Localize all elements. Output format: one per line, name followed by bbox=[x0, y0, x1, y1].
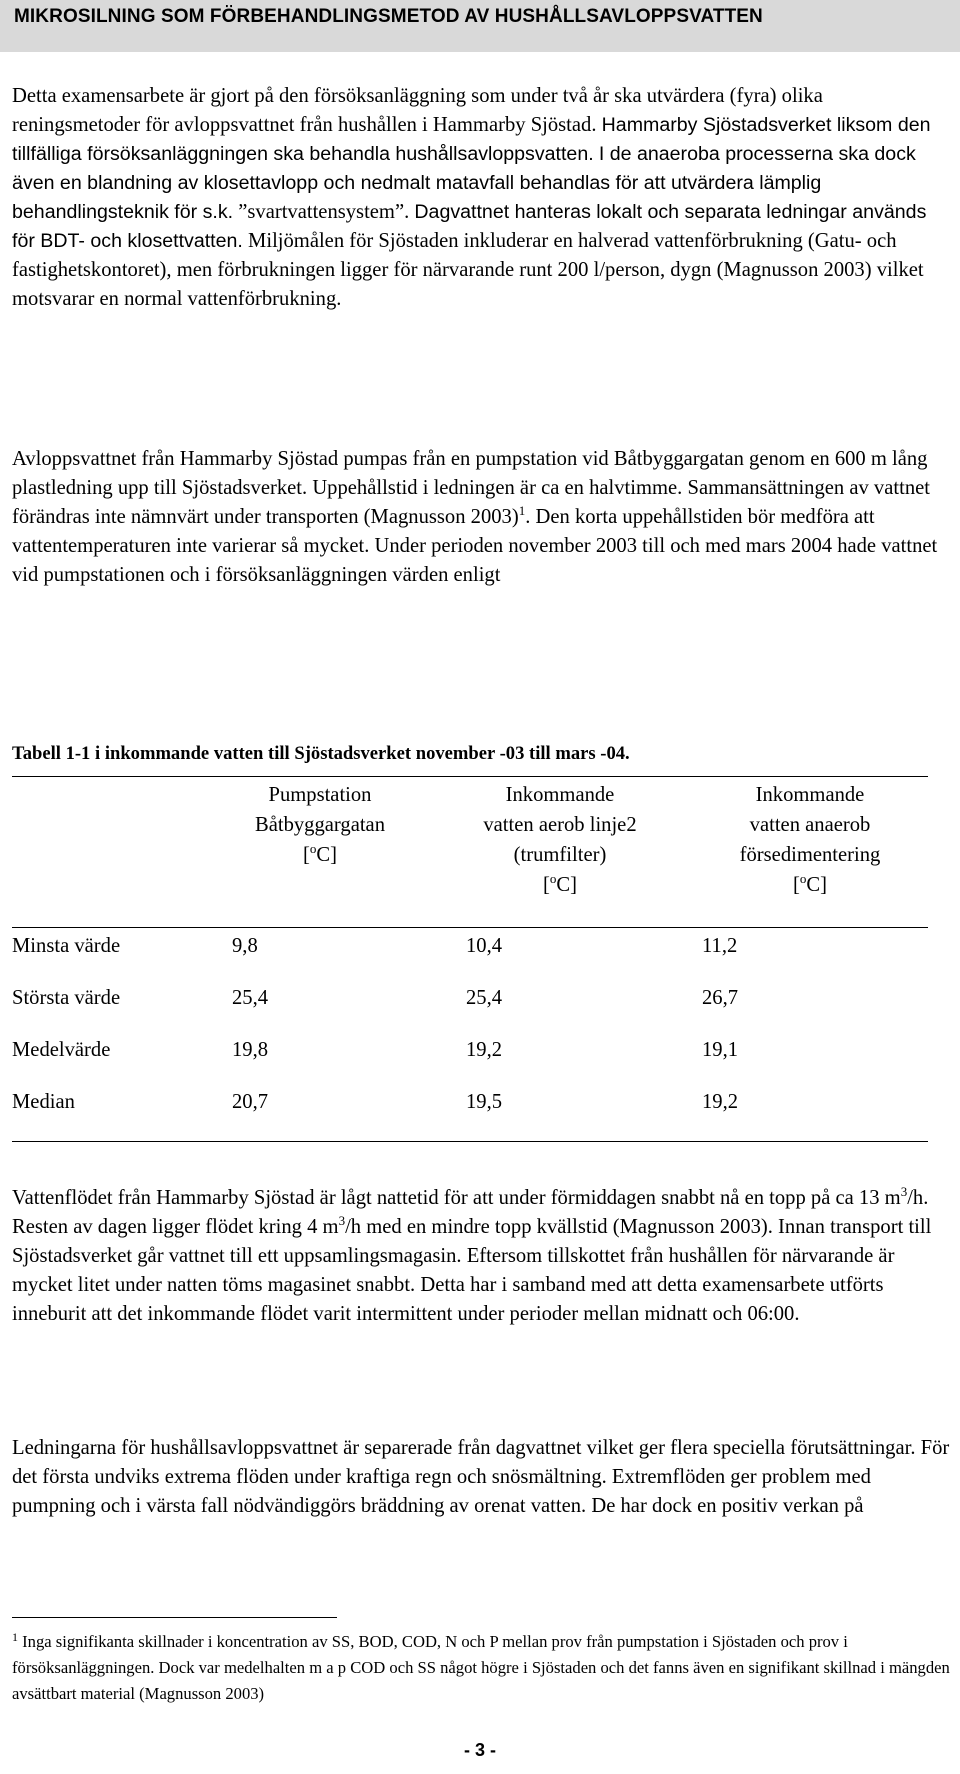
footnote-text: Inga signifikanta skillnader i koncentration av SS, BOD, COD, N och P mellan prov från pumpstation i Sjöstaden och prov i försöksanläggningen. Dock var medelhalten m a p COD och SS något högre i Sjöstaden och det fanns även en signifikant skillnad i mängden avsättbart material (Magnusson 2003) bbox=[12, 1632, 950, 1703]
table-top-rule bbox=[12, 776, 928, 777]
paragraph-flow bbox=[12, 1184, 952, 1329]
paragraph-pipes bbox=[12, 1434, 952, 1521]
header-line: Pumpstation bbox=[268, 784, 372, 806]
header-line: (trumfilter) bbox=[513, 844, 607, 866]
text-run: Uppehållstid i ledningen är ca en halvtimme. bbox=[312, 477, 683, 499]
table-cell: 25,4 bbox=[466, 987, 503, 1009]
table-cell: 19,8 bbox=[232, 1039, 269, 1061]
text-run: Miljömålen för Sjöstaden inkluderar en halverad vattenförbrukning (Gatu- och fastighetskontoret), men förbrukningen ligger för närvarande runt 200 l/person, dygn (Magnusson 2003) vilket motsvarar en normal vattenförbrukning. bbox=[12, 230, 924, 310]
text-run: Under perioden november 2003 till och med mars 2004 hade vattnet vid pumpstationen och i försöksanläggningen värden enligt bbox=[12, 535, 938, 586]
table-cell: 19,2 bbox=[702, 1091, 739, 1113]
row-label: Median bbox=[12, 1091, 75, 1113]
table-cell: 11,2 bbox=[702, 935, 738, 957]
paragraph-intro bbox=[12, 82, 952, 314]
table-cell: 20,7 bbox=[232, 1091, 269, 1113]
row-label: Största värde bbox=[12, 987, 121, 1009]
text-run: /h med en mindre topp kvällstid (Magnusson 2003). Innan transport till Sjöstadsverket går vattnet till ett uppsamlingsmagasin. Eftersom tillskottet från hushållen för närvarande är mycket litet under natten töms magasinet snabbt. Detta har i samband med att detta examensarbete utförts inneburit att det inkommande flödet varit intermittent under perioder mellan midnatt och 06:00. bbox=[12, 1216, 932, 1325]
header-unit: [$^o$C] bbox=[543, 871, 577, 896]
header-line: Inkommande bbox=[505, 784, 615, 806]
running-header: MIKROSILNING SOM FÖRBEHANDLINGSMETOD AV HUSHÅLLSAVLOPPSVATTEN bbox=[0, 0, 960, 52]
footnote bbox=[12, 1629, 952, 1707]
table-bottom-rule bbox=[12, 1141, 928, 1142]
table-cell: 19,2 bbox=[466, 1039, 503, 1061]
table-header-col-2 bbox=[440, 780, 680, 900]
table-cell: 25,4 bbox=[232, 987, 269, 1009]
table-cell: 19,5 bbox=[466, 1091, 503, 1113]
text-run: ”svartvattensystem”. bbox=[233, 201, 410, 223]
text-run: Ledningarna för hushållsavloppsvattnet är separerade från dagvattnet vilket ger flera speciella förutsättningar. För det första undviks extrema flöden under kraftiga regn och snösmältning. Extremflöden ger problem med pumpning och i värsta fall nödvändiggörs bräddning av orenat vatten. De har dock en positiv verkan på bbox=[12, 1437, 950, 1517]
text-run: . Den korta uppehållstiden bör medföra att vattentemperaturen inte varierar så mycket. bbox=[12, 506, 875, 557]
superscript: 3 bbox=[338, 1213, 346, 1228]
text-run: Vattenflödet från Hammarby Sjöstad är lågt nattetid för att under förmiddagen snabbt nå en topp på ca 13 m bbox=[12, 1187, 901, 1209]
text-run: Sammansättningen av vattnet förändras inte nämnvärt under transporten (Magnusson 2003) bbox=[12, 477, 930, 528]
header-unit: [$^o$C] bbox=[793, 871, 827, 896]
header-line: vatten aerob linje2 bbox=[483, 814, 637, 836]
page-number: - 3 - bbox=[463, 1740, 496, 1760]
table-header-rule bbox=[12, 927, 928, 928]
text-run: Detta examensarbete är gjort på den försöksanläggning som under två år ska utvärdera (fyra) olika reningsmetoder för avloppsvattnet från hushållen i Hammarby Sjöstad. bbox=[12, 85, 823, 136]
row-label: Minsta värde bbox=[12, 935, 121, 957]
row-label: Medelvärde bbox=[12, 1039, 111, 1061]
header-line: Båtbyggargatan bbox=[254, 814, 385, 836]
table-header-col-1 bbox=[210, 780, 430, 870]
text-run: /h. Resten av dagen ligger flödet kring 4 m bbox=[12, 1187, 929, 1238]
text-run: Dagvattnet hanteras lokalt och separata ledningar används för BDT- och klosettvatten. bbox=[12, 201, 927, 252]
header-unit: [$^o$C] bbox=[303, 841, 337, 866]
text-run: Hammarby Sjöstadsverket liksom den tillfälliga försöksanläggningen ska behandla hushållsavloppsvatten. bbox=[12, 114, 931, 165]
header-line: försedimentering bbox=[739, 844, 881, 866]
text-run: Avloppsvattnet från Hammarby Sjöstad pumpas från en pumpstation vid Båtbyggargatan genom en 600 m lång plastledning upp till Sjöstadsverket. bbox=[12, 448, 928, 499]
table-cell: 26,7 bbox=[702, 987, 739, 1009]
table-header-col-3 bbox=[690, 780, 930, 900]
paragraph-pumpstation bbox=[12, 445, 952, 590]
table-cell: 9,8 bbox=[232, 935, 258, 957]
header-line: vatten anaerob bbox=[749, 814, 871, 836]
superscript: 3 bbox=[900, 1184, 908, 1199]
text-run: I de anaeroba processerna ska dock även en blandning av klosettavlopp och nedmalt matavfall behandlas för att utvärdera lämplig behandlingsteknik för s.k. bbox=[12, 143, 916, 223]
footnote-separator bbox=[12, 1617, 337, 1618]
table-caption: Tabell 1-1 i inkommande vatten till Sjöstadsverket november -03 till mars -04. bbox=[12, 743, 630, 764]
header-line: Inkommande bbox=[755, 784, 865, 806]
footnote-reference[interactable]: 1 bbox=[518, 503, 526, 518]
footnote-mark: 1 bbox=[12, 1630, 18, 1644]
table-cell: 10,4 bbox=[466, 935, 503, 957]
table-cell: 19,1 bbox=[702, 1039, 739, 1061]
